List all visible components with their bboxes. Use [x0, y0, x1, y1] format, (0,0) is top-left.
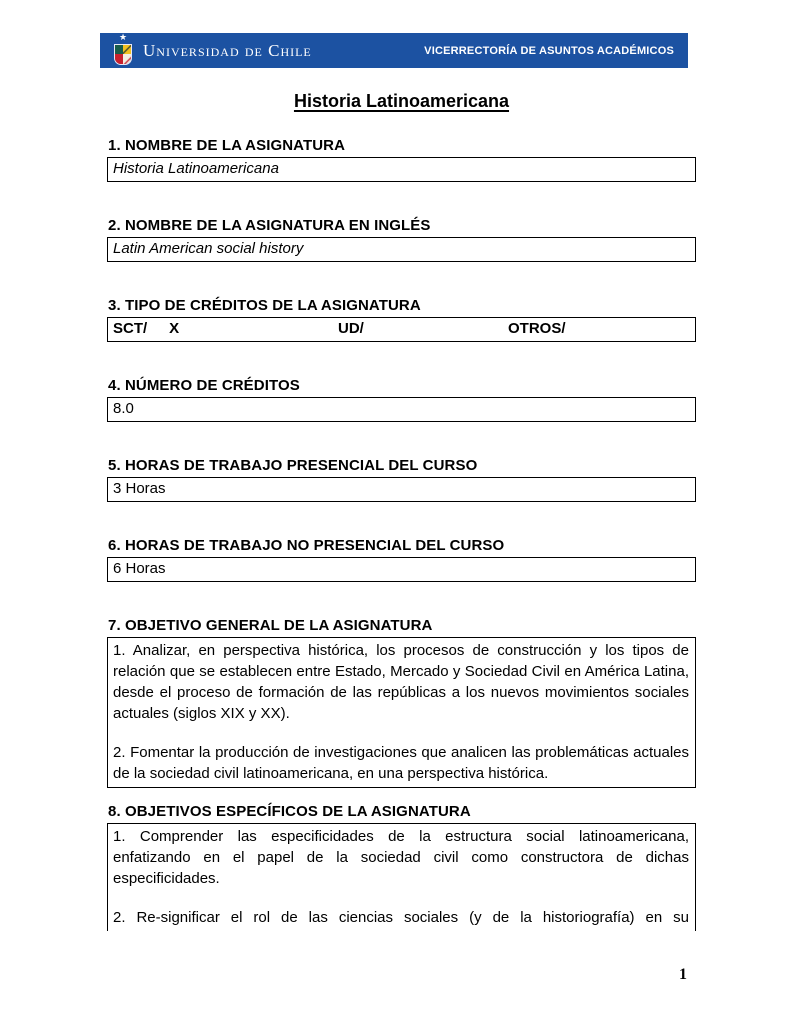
otros-label: OTROS/ — [508, 320, 566, 337]
field-tipo-creditos — [107, 317, 696, 342]
field-horas-no-presencial: 6 Horas — [107, 557, 696, 582]
section-numero-creditos — [107, 378, 696, 422]
universidad-de-chile-logo-icon — [113, 31, 133, 66]
section-heading: 3. TIPO DE CRÉDITOS DE LA ASIGNATURA — [108, 297, 421, 314]
logo-shield-icon — [114, 44, 132, 65]
document-content — [107, 80, 696, 931]
department-name: VICERRECTORÍA DE ASUNTOS ACADÉMICOS — [424, 44, 674, 57]
section-heading: 6. HORAS DE TRABAJO NO PRESENCIAL DEL CURSO — [108, 537, 505, 554]
sct-value: X — [169, 320, 180, 337]
ud-label: UD/ — [338, 320, 364, 337]
credit-type-row — [113, 319, 689, 339]
page-title: Historia Latinoamericana — [293, 91, 510, 111]
page-number: 1 — [679, 966, 687, 983]
objetivos-especificos-paragraph-1: 1. Comprender las especificidades de la estructura social latinoamericana, enfatizando en el papel de la sociedad civil como constructora de dichas especificidades. — [113, 828, 689, 887]
section-tipo-creditos — [107, 298, 696, 342]
sct-label: SCT/ — [113, 320, 148, 337]
section-heading: 1. NOMBRE DE LA ASIGNATURA — [108, 137, 346, 154]
section-heading: 5. HORAS DE TRABAJO PRESENCIAL DEL CURSO — [108, 457, 478, 474]
section-horas-no-presencial — [107, 538, 696, 582]
section-objetivo-general — [107, 618, 696, 788]
logo-star-icon: ★ — [118, 31, 128, 42]
section-heading: 8. OBJETIVOS ESPECÍFICOS DE LA ASIGNATURA — [108, 803, 471, 820]
section-heading: 2. NOMBRE DE LA ASIGNATURA EN INGLÉS — [108, 217, 431, 234]
objetivos-especificos-paragraph-2: 2. Re-significar el rol de las ciencias sociales (y de la historiografía) en su — [113, 909, 689, 926]
section-horas-presencial — [107, 458, 696, 502]
section-heading: 4. NÚMERO DE CRÉDITOS — [108, 377, 300, 394]
field-nombre-asignatura: Historia Latinoamericana — [107, 157, 696, 182]
field-objetivos-especificos — [107, 823, 696, 931]
objetivo-general-paragraph-2: 2. Fomentar la producción de investigaciones que analicen las problemáticas actuales de la sociedad civil latinoamericana, en una perspectiva histórica. — [113, 744, 689, 782]
field-nombre-ingles: Latin American social history — [107, 237, 696, 262]
university-name: Universidad de Chile — [143, 40, 312, 60]
field-objetivo-general — [107, 637, 696, 788]
field-numero-creditos: 8.0 — [107, 397, 696, 422]
header-bar — [100, 33, 688, 68]
objetivo-general-paragraph-1: 1. Analizar, en perspectiva histórica, los procesos de construcción y los tipos de relación que se establecen entre Estado, Mercado y Sociedad Civil en América Latina, desde el proceso de formación de las repúblicas a los nuevos movimientos sociales actuales (siglos XIX y XX). — [113, 642, 689, 722]
section-nombre-ingles — [107, 218, 696, 262]
section-nombre-asignatura — [107, 138, 696, 182]
field-horas-presencial: 3 Horas — [107, 477, 696, 502]
section-heading: 7. OBJETIVO GENERAL DE LA ASIGNATURA — [108, 617, 433, 634]
section-objetivos-especificos — [107, 804, 696, 931]
